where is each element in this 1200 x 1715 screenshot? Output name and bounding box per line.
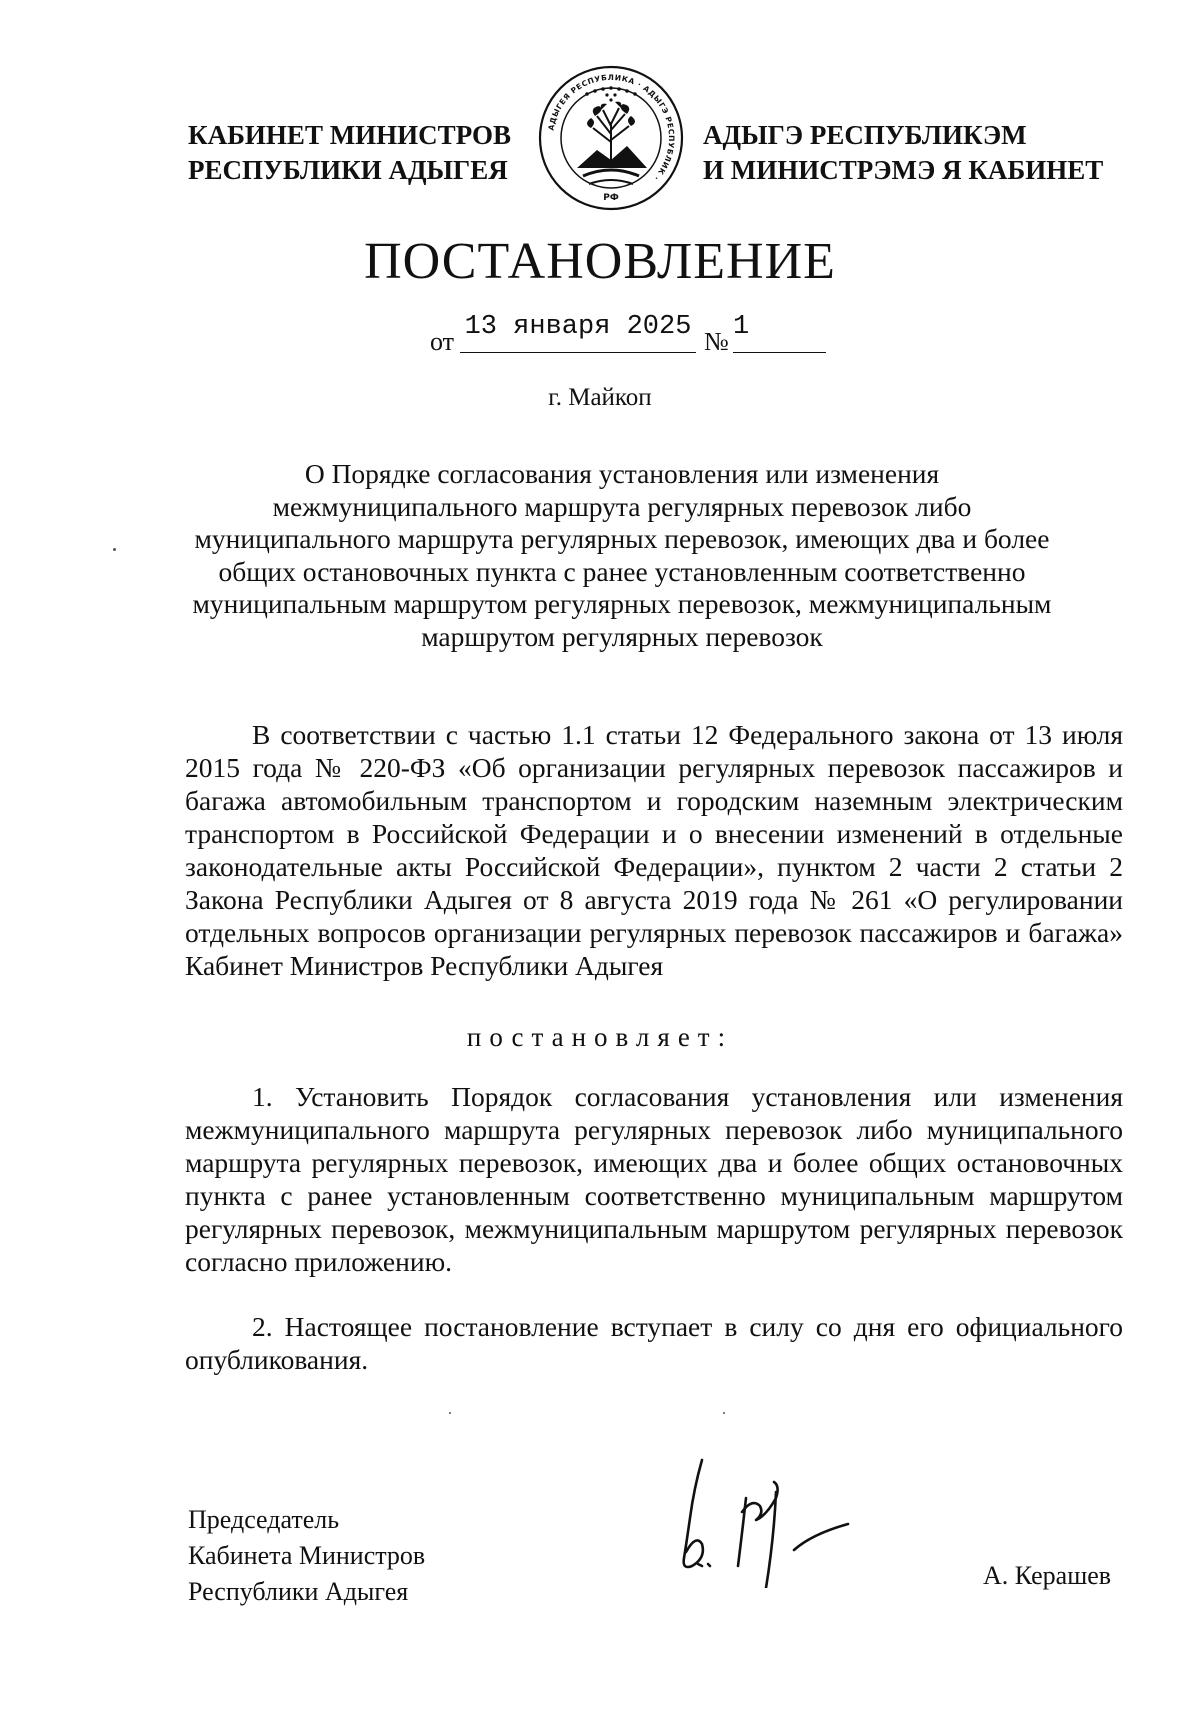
handwritten-signature-icon	[672, 1448, 862, 1588]
issue-city: г. Майкоп	[548, 384, 652, 411]
scan-speck	[449, 1412, 451, 1414]
signer-position-line: Председатель	[188, 1505, 340, 1534]
issuer-line: КАБИНЕТ МИНИСТРОВ	[188, 120, 512, 150]
coat-of-arms-icon	[537, 64, 685, 212]
issuer-name-adyghe	[703, 118, 1103, 188]
scan-speck	[113, 548, 116, 551]
number-underline	[733, 352, 826, 353]
document-date: 13 января 2025	[464, 312, 692, 342]
decree-item-1: 1. Установить Порядок согласования установления или изменения межмуниципального маршрута регулярных перевозок либо муниципального маршрута регулярных перевозок, имеющих два и более общих остановочных пункта с ранее установленным соответственно муниципальным маршрутом регулярных перевозок, межмуниципальным маршрутом регулярных перевозок согласно приложению.	[185, 1081, 1123, 1277]
decree-word: постановляет:	[466, 1022, 734, 1052]
decree-item-2: 2. Настоящее постановление вступает в силу со дня его официального опубликования.	[185, 1311, 1123, 1375]
signer-name: А. Керашев	[983, 1561, 1112, 1590]
legal-basis-paragraph: В соответствии с частью 1.1 статьи 12 Федерального закона от 13 июля 2015 года № 220-ФЗ «Об организации регулярных перевозок пассажиров и багажа автомобильным транспортом и городским наземным электрическим транспортом в Российской Федерации и о внесении изменений в отдельные законодательные акты Российской Федерации», пунктом 2 части 2 статьи 2 Закона Республики Адыгея от 8 августа 2019 года № 261 «О регулировании отдельных вопросов организации регулярных перевозок пассажиров и багажа» Кабинет Министров Республики Адыгея	[185, 719, 1123, 981]
signer-position-line: Республики Адыгея	[188, 1577, 409, 1606]
issuer-line: И МИНИСТРЭМЭ Я КАБИНЕТ	[703, 155, 1104, 185]
scan-speck	[723, 1412, 725, 1414]
document-subject: О Порядке согласования установления или изменения межмуниципального маршрута регулярных перевозок либо муниципального маршрута регулярных перевозок, имеющих два и более общих остановочных пункта с ранее установленным соответственно муниципальным маршрутом регулярных перевозок, межмуниципальным маршрутом регулярных перевозок	[192, 458, 1052, 652]
date-underline	[460, 352, 696, 353]
issuer-name-russian	[188, 118, 511, 188]
issuer-line: АДЫГЭ РЕСПУБЛИКЭМ	[703, 120, 1027, 150]
svg-text:АДЫГЕЯ РЕСПУБЛИКА · АДЫГЭ РЕСП: АДЫГЕЯ РЕСПУБЛИКА · АДЫГЭ РЕСПУБЛИК ·	[546, 72, 677, 183]
date-prefix: от	[430, 327, 455, 356]
signer-position	[188, 1502, 425, 1610]
document-type-title: ПОСТАНОВЛЕНИЕ	[364, 233, 836, 290]
emblem-base-text: РФ	[603, 193, 619, 203]
document-number: 1	[733, 312, 750, 342]
issuer-line: РЕСПУБЛИКИ АДЫГЕЯ	[188, 155, 508, 185]
number-prefix: №	[704, 327, 729, 356]
date-number-line	[0, 312, 1200, 362]
signer-position-line: Кабинета Министров	[188, 1541, 426, 1570]
